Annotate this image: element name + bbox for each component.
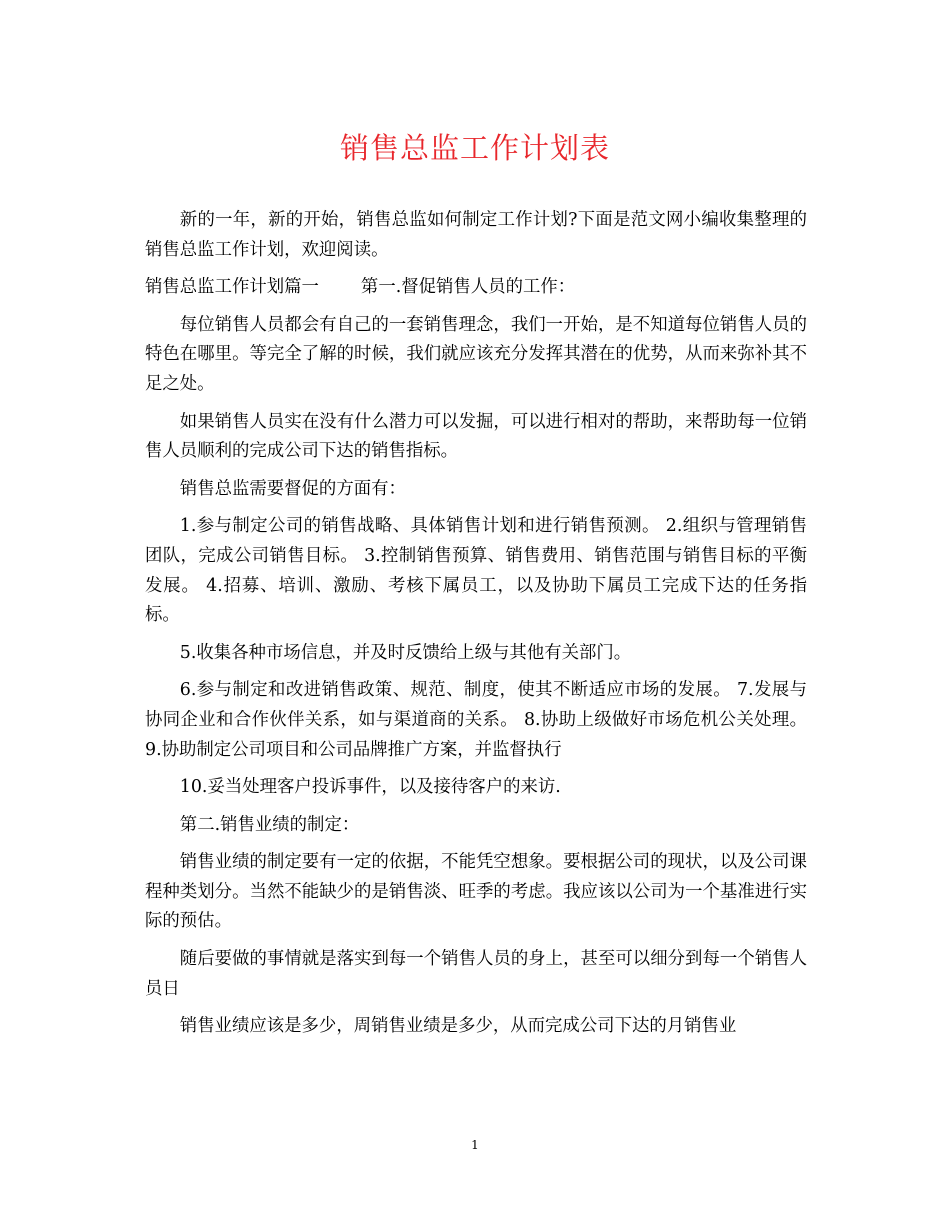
body-paragraph: 6.参与制定和改进销售政策、规范、制度，使其不断适应市场的发展。 7.发展与协同企业和合作伙伴关系，如与渠道商的关系。 8.协助上级做好市场危机公关处理。 9.协助制定公司项目和公司品牌推广方案，并监督执行 xyxy=(145,680,807,760)
document-title: 销售总监工作计划表 xyxy=(339,131,610,165)
intro-paragraph: 新的一年，新的开始，销售总监如何制定工作计划?下面是范文网小编收集整理的销售总监工作计划，欢迎阅读。 xyxy=(145,210,807,260)
section-label: 销售总监工作计划篇一 xyxy=(145,277,319,298)
body-paragraph: 每位销售人员都会有自己的一套销售理念，我们一开始，是不知道每位销售人员的特色在哪里。等完全了解的时候，我们就应该充分发挥其潜在的优势，从而来弥补其不足之处。 xyxy=(145,314,807,394)
body-paragraph: 5.收集各种市场信息，并及时反馈给上级与其他有关部门。 xyxy=(179,642,632,663)
section-heading: 第一.督促销售人员的工作： xyxy=(360,277,576,298)
body-paragraph: 随后要做的事情就是落实到每一个销售人员的身上，甚至可以细分到每一个销售人员日 xyxy=(145,949,807,999)
body-paragraph: 10.妥当处理客户投诉事件，以及接待客户的来访. xyxy=(179,777,561,798)
page-number: 1 xyxy=(471,1138,479,1152)
body-paragraph: 销售总监需要督促的方面有： xyxy=(179,478,406,499)
document-body xyxy=(145,206,807,1050)
body-paragraph: 如果销售人员实在没有什么潜力可以发掘，可以进行相对的帮助，来帮助每一位销售人员顺利的完成公司下达的销售指标。 xyxy=(145,411,807,462)
body-paragraph: 1.参与制定公司的销售战略、具体销售计划和进行销售预测。 2.组织与管理销售团队，完成公司销售目标。 3.控制销售预算、销售费用、销售范围与销售目标的平衡发展。 4.招募、培训、激励、考核下属员工，以及协助下属员工完成下达的任务指标。 xyxy=(145,516,807,626)
section-line xyxy=(145,273,807,303)
body-paragraph: 销售业绩应该是多少，周销售业绩是多少，从而完成公司下达的月销售业 xyxy=(179,1016,737,1037)
body-paragraph: 销售业绩的制定要有一定的依据，不能凭空想象。要根据公司的现状，以及公司课程种类划分。当然不能缺少的是销售淡、旺季的考虑。我应该以公司为一个基准进行实际的预估。 xyxy=(145,852,807,932)
body-paragraph: 第二.销售业绩的制定： xyxy=(179,814,360,835)
